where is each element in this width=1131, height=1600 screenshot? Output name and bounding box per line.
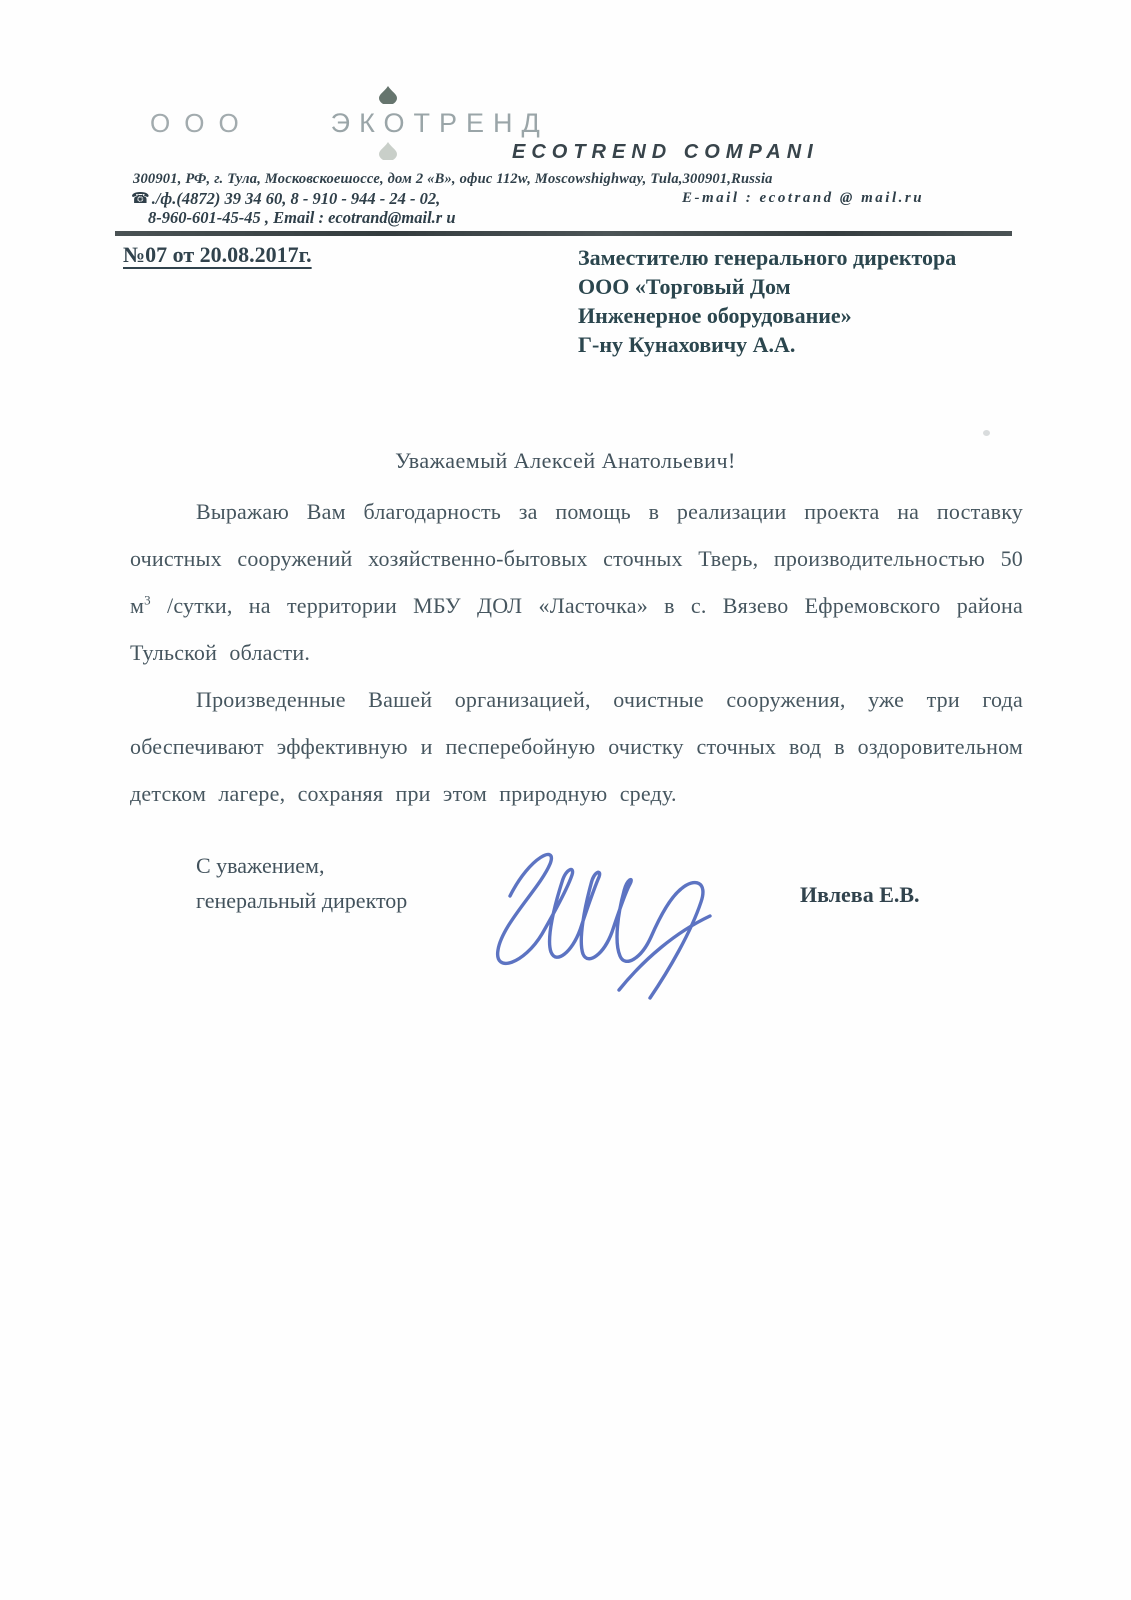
paragraph-1-text: Выражаю Вам благодарность за помощь в реализации проекта на поставку очистных сооружений хозяйственно-бытовых сточных Тверь, производительностью 50 м	[130, 499, 1023, 618]
paragraph-2: Произведенные Вашей организацией, очистные сооружения, уже три года обеспечивают эффективную и песперебойную очистку сточных вод в оздоровительном детском лагере, сохраняя при этом природную среду.	[130, 687, 1023, 806]
phone-icon: ☎	[131, 189, 150, 207]
signoff-block	[196, 848, 407, 918]
signoff-regards: С уважением,	[196, 853, 325, 878]
mobile-and-email-line: 8-960-601-45-45 , Email : ecotrand@mail.r u	[148, 208, 456, 227]
logo-company-name: ЭКОТРЕНД	[330, 108, 549, 138]
recipient-line: Г-ну Кунаховичу А.А.	[578, 332, 796, 357]
recipient-line: ООО «Торговый Дом	[578, 274, 791, 299]
logo-ooo-text: ООО	[150, 108, 253, 138]
email-address-right: E-mail : ecotrand @ mail.ru	[682, 190, 925, 206]
company-logo	[150, 108, 549, 139]
salutation-line: Уважаемый Алексей Анатольевич!	[395, 448, 736, 473]
recipient-line: Заместителю генерального директора	[578, 245, 957, 270]
leaf-icon-top	[377, 86, 399, 104]
paragraph-1	[130, 488, 1023, 676]
header-divider-rule	[115, 231, 1012, 236]
phone-numbers: ./ф.(4872) 39 34 60, 8 - 910 - 944 - 24 - 02,	[151, 189, 441, 208]
scan-artifact-speck	[983, 430, 990, 436]
signer-name: Ивлева Е.В.	[800, 882, 920, 907]
company-address: 300901, РФ, г. Тула, Московскоешоссе, дом 2 «В», офис 112w, Moscowshighway, Tula,300901,Russia	[133, 171, 773, 187]
paragraph-1-text-cont: /сутки, на территории МБУ ДОЛ «Ласточка» в с. Вязево Ефремовского района Тульской области.	[130, 593, 1023, 665]
company-title-latin: ECOTREND COMPANI	[512, 141, 819, 163]
handwritten-signature	[472, 838, 732, 1008]
reference-number-date: №07 от 20.08.2017г.	[123, 242, 312, 267]
cubic-meter-superscript: 3	[144, 592, 151, 608]
leaf-icon-bottom	[377, 142, 399, 160]
recipient-line: Инженерное оборудование»	[578, 303, 852, 328]
letter-body	[130, 488, 1023, 817]
recipient-block	[578, 243, 1038, 359]
signoff-position: генеральный директор	[196, 888, 408, 913]
logo-name-wrap	[331, 108, 549, 139]
